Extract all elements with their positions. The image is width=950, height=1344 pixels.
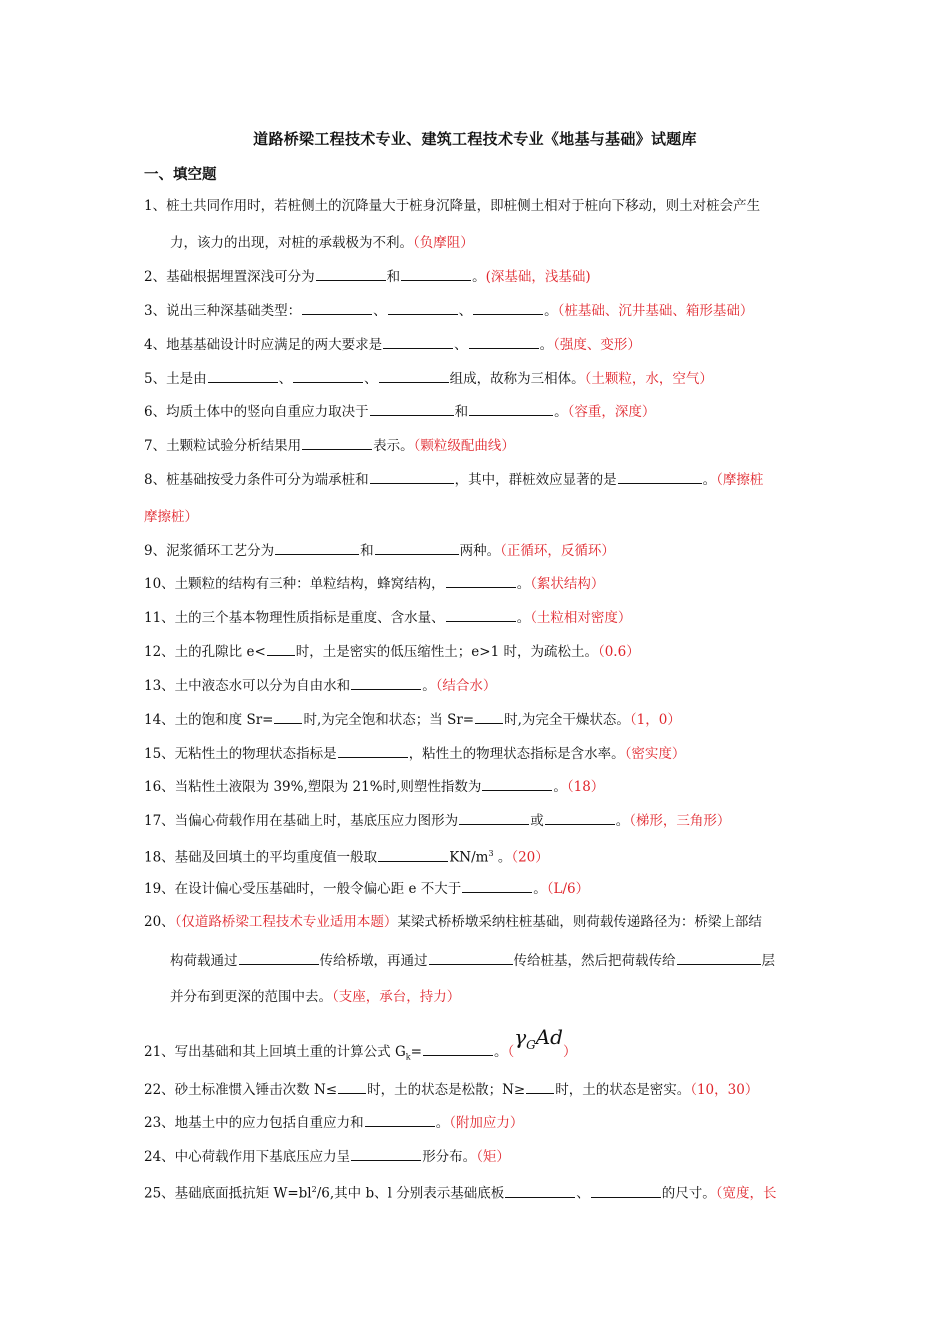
question-8: 8、桩基础按受力条件可分为端承桩和 ，其中，群桩效应显著的是 。（摩擦桩	[144, 469, 763, 490]
answer-blank	[370, 469, 454, 484]
answer-blank	[338, 1079, 366, 1094]
question-11: 11、土的三个基本物理性质指标是重度、含水量、 。（土粒相对密度）	[144, 607, 631, 628]
answer-blank	[618, 469, 702, 484]
answer-blank	[351, 1146, 421, 1161]
answer-blank	[275, 540, 359, 555]
section-heading: 一、填空题	[144, 166, 217, 183]
answer-blank	[591, 1183, 661, 1198]
question-13: 13、土中液态水可以分为自由水和 。（结合水）	[144, 675, 496, 696]
answer-blank	[475, 709, 503, 724]
question-15: 15、无粘性土的物理状态指标是 ，粘性土的物理状态指标是含水率。（密实度）	[144, 743, 685, 764]
question-23: 23、地基土中的应力包括自重应力和 。（附加应力）	[144, 1112, 523, 1133]
answer-blank	[526, 1079, 554, 1094]
document-title: 道路桥梁工程技术专业、建筑工程技术专业《地基与基础》试题库	[253, 130, 697, 148]
answer-blank	[239, 950, 319, 965]
answer-blank	[338, 743, 408, 758]
answer-blank	[370, 401, 454, 416]
question-21: 21、写出基础和其上回填土重的计算公式 $G_k=$ 。$(\gamma_GAd)$	[144, 1025, 577, 1062]
question-4: 4、地基基础设计时应满足的两大要求是 、 。（强度、变形）	[144, 334, 641, 355]
question-12: 12、土的孔隙比 e< 时，土是密实的低压缩性土；e>1 时，为疏松土。（0.6）	[144, 641, 640, 662]
question-8-cont: 摩擦桩）	[144, 509, 198, 525]
answer-blank	[302, 300, 372, 315]
answer-blank	[469, 334, 539, 349]
answer-blank	[473, 300, 543, 315]
question-10: 10、土颗粒的结构有三种：单粒结构，蜂窝结构， 。（絮状结构）	[144, 573, 604, 594]
answer-blank	[293, 368, 363, 383]
question-20: 20、（仅道路桥梁工程技术专业适用本题）某梁式桥桥墩采纳柱桩基础，则荷载传递路径为：桥梁上部结	[144, 914, 762, 930]
answer-blank	[401, 266, 471, 281]
answer-blank	[316, 266, 386, 281]
question-17: 17、当偏心荷载作用在基础上时，基底压应力图形为 或 。（梯形，三角形）	[144, 810, 730, 831]
question-7: 7、土颗粒试验分析结果用 表示。（颗粒级配曲线）	[144, 435, 515, 456]
answer-blank	[677, 950, 761, 965]
answer-blank	[383, 334, 453, 349]
answer-blank	[446, 607, 516, 622]
question-6: 6、均质土体中的竖向自重应力取决于 和 。（容重，深度）	[144, 401, 655, 422]
question-5: 5、土是由 、 、 组成，故称为三相体。（土颗粒，水，空气）	[144, 368, 713, 389]
answer-blank	[274, 709, 302, 724]
question-22: 22、砂土标准惯入锤击次数 N≤ 时，土的状态是松散；N≥ 时，土的状态是密实。（10，30）	[144, 1079, 758, 1100]
answer-blank	[379, 368, 449, 383]
question-3: 3、说出三种深基础类型： 、 、 。（桩基础、沉井基础、箱形基础）	[144, 300, 753, 321]
answer-blank	[302, 435, 372, 450]
answer-blank	[423, 1041, 493, 1056]
question-1-cont: 力，该力的出现，对桩的承载极为不利。（负摩阻）	[170, 235, 474, 251]
answer-blank	[208, 368, 278, 383]
question-20-cont: 构荷载通过 传给桥墩，再通过 传给桩基，然后把荷载传给 层	[170, 950, 775, 971]
question-2: 2、基础根据埋置深浅可分为 和 。(深基础，浅基础)	[144, 266, 591, 287]
answer-blank	[267, 641, 295, 656]
answer-blank	[462, 878, 532, 893]
answer-blank	[482, 776, 552, 791]
answer-blank	[545, 810, 615, 825]
answer-blank	[388, 300, 458, 315]
question-9: 9、泥浆循环工艺分为 和 两种。（正循环，反循环）	[144, 540, 615, 561]
question-14: 14、土的饱和度 Sr= 时,为完全饱和状态；当 Sr= 时,为完全干燥状态。（1，0）	[144, 709, 681, 730]
answer-blank	[365, 1112, 435, 1127]
question-19: 19、在设计偏心受压基础时，一般令偏心距 e 不大于 。（L/6）	[144, 878, 589, 899]
formula: $\gamma_GAd$	[514, 1025, 563, 1052]
answer-blank	[469, 401, 553, 416]
answer-blank	[446, 573, 516, 588]
answer-blank	[429, 950, 513, 965]
answer-blank	[375, 540, 459, 555]
answer-blank	[459, 810, 529, 825]
question-18: 18、基础及回填土的平均重度值一般取 $KN/m^3$ 。（20）	[144, 844, 549, 868]
question-1: 1、桩土共同作用时，若桩侧土的沉降量大于桩身沉降量，即桩侧土相对于桩向下移动，则土对桩会产生	[144, 198, 761, 214]
answer-blank	[351, 675, 421, 690]
question-25: 25、基础底面抵抗矩 $W=bl^2/6$,其中 b、l 分别表示基础底板 、 的尺寸。（宽度，长	[144, 1180, 776, 1204]
answer-blank	[505, 1183, 575, 1198]
question-20-cont2: 并分布到更深的范围中去。（支座，承台，持力）	[170, 989, 461, 1005]
answer-blank	[378, 847, 448, 862]
question-24: 24、中心荷载作用下基底压应力呈 形分布。（矩）	[144, 1146, 510, 1167]
question-16: 16、当粘性土液限为 39%,塑限为 21%时,则塑性指数为 。（18）	[144, 776, 604, 797]
